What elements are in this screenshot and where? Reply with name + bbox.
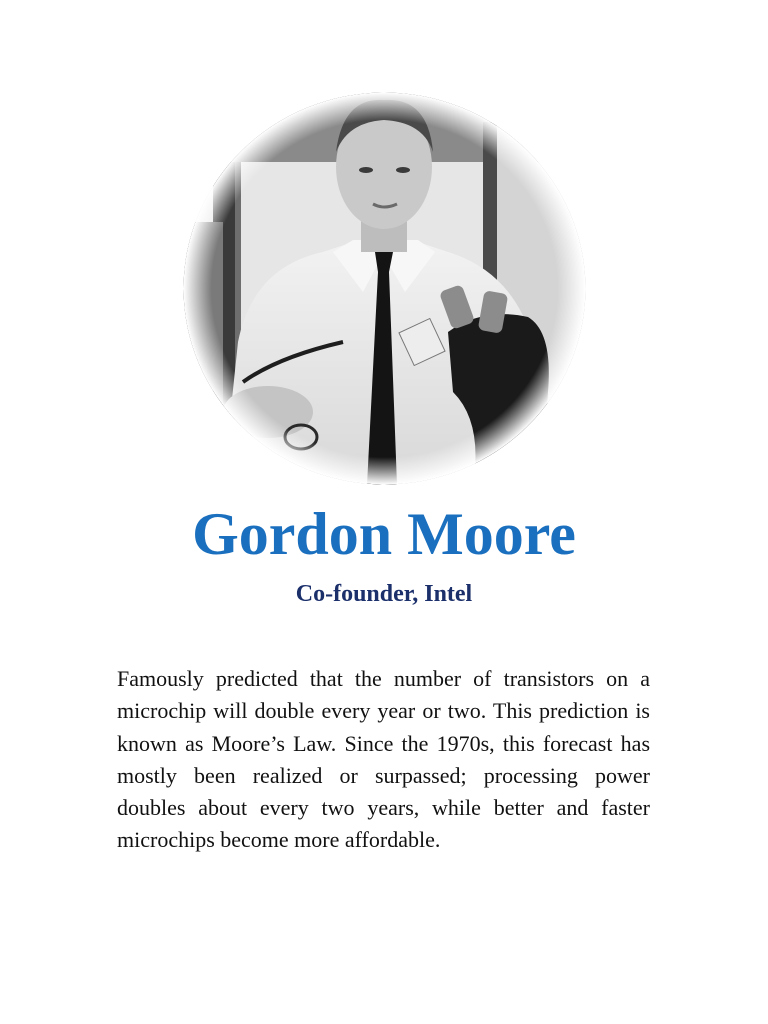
person-name: Gordon Moore (192, 501, 576, 567)
portrait-photo (183, 92, 586, 485)
person-role: Co-founder, Intel (295, 581, 473, 607)
biography-paragraph: Famously predicted that the number of transistors on a microchip will double every year or two. This prediction is known as Moore’s Law. Since the 1970s, this forecast has mostly been realized or surpassed; processing power doubles about every two years, while better and faster microchips become more affordable. (117, 666, 650, 853)
portrait-image (183, 92, 586, 485)
